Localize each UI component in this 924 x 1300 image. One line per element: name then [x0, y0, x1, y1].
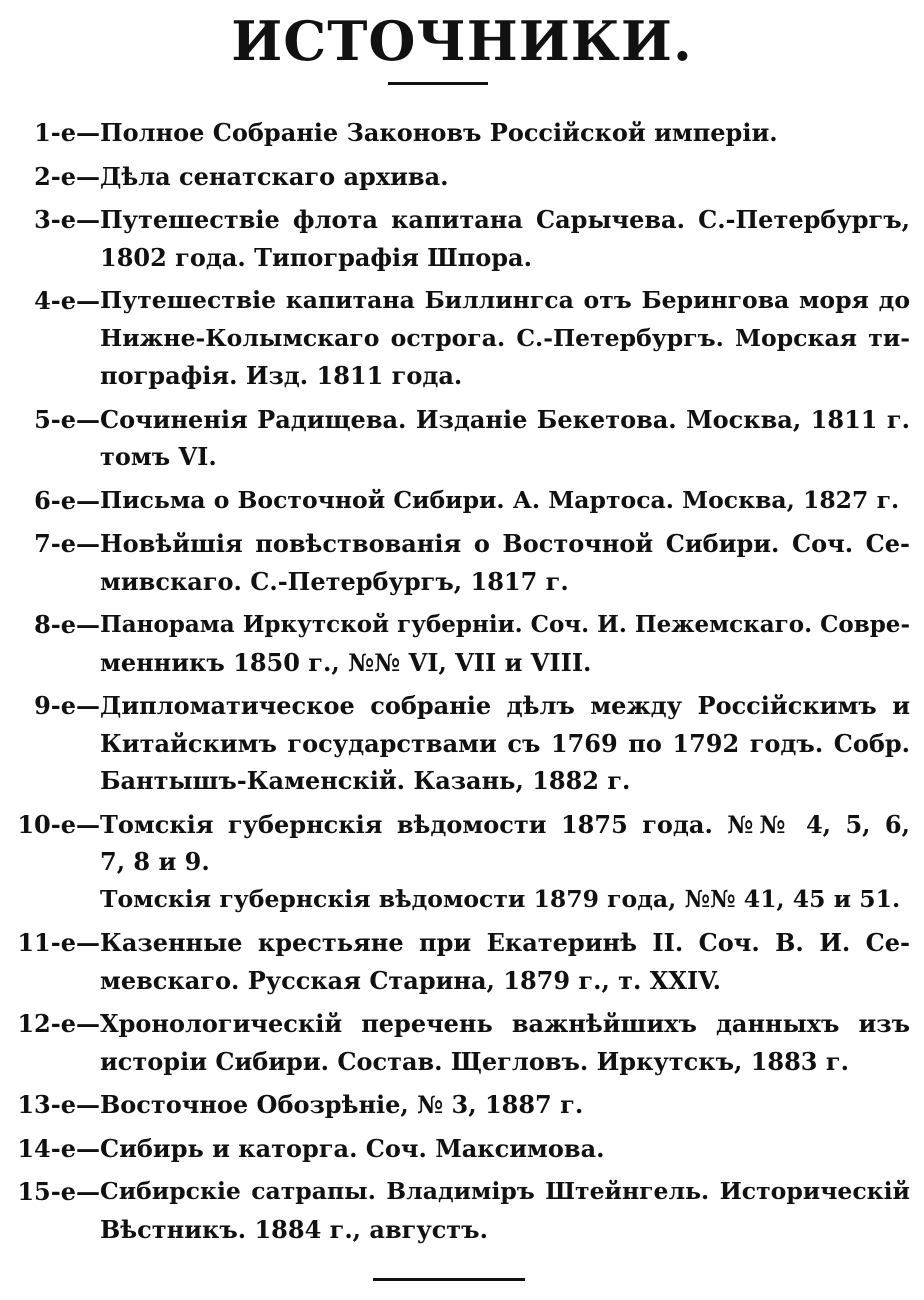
source-entry: [0, 482, 924, 520]
entry-number: 6-е—: [34, 485, 100, 515]
source-entry: [0, 1130, 924, 1168]
entry-line: Вѣстникъ. 1884 г., августъ.: [100, 1214, 488, 1244]
entry-line: Нижне-Колымскаго острога. С.-Петербургъ. Морская ти-: [100, 323, 910, 352]
entry-line: Панорама Иркутской губерніи. Соч. И. Пежемскаго. Совре-: [100, 611, 910, 638]
entry-line: мивскаго. С.-Петербургъ, 1817 г.: [100, 566, 569, 596]
entry-line: Восточное Обозрѣніе, № 3, 1887 г.: [100, 1090, 584, 1119]
source-entry: [0, 158, 924, 196]
source-entry: [0, 806, 924, 919]
source-entry: [0, 606, 924, 681]
entry-line: Хронологическій перечень важнѣйшихъ данныхъ изъ: [100, 1009, 910, 1038]
page-title: ИСТОЧНИКИ.: [231, 9, 693, 73]
entry-line: Дипломатическое собраніе дѣлъ между Россійскимъ и: [100, 691, 910, 720]
source-entry: [0, 525, 924, 600]
entry-line: Путешествіе капитана Биллингса отъ Берингова моря до: [100, 286, 910, 314]
entry-number: 5-е—: [34, 404, 100, 434]
entry-line: Китайскимъ государствами съ 1769 по 1792 годъ. Собр.: [100, 728, 910, 758]
source-entry: [0, 1173, 924, 1248]
entry-line: 7, 8 и 9.: [100, 847, 210, 876]
source-entry: [0, 1086, 924, 1124]
entry-line: Дѣла сенатскаго архива.: [100, 161, 449, 191]
entry-line: томъ VI.: [100, 442, 217, 471]
source-entry: [0, 201, 924, 276]
source-entry: [0, 282, 924, 395]
entry-number: 12-е—: [17, 1009, 100, 1038]
entry-number: 15-е—: [17, 1177, 100, 1206]
source-entry: [0, 687, 924, 800]
entry-line: Сочиненія Радищева. Изданіе Бекетова. Москва, 1811 г.: [100, 404, 910, 434]
entry-line: Казенные крестьяне при Екатеринѣ II. Соч. В. И. Се-: [100, 928, 910, 957]
entry-number: 4-е—: [34, 286, 100, 315]
source-entry: [0, 1005, 924, 1080]
title-divider: [388, 82, 488, 85]
entry-line: Томскія губернскія вѣдомости 1875 года. №№ 4, 5, 6,: [100, 809, 910, 839]
entry-number: 1-е—: [34, 118, 100, 147]
entry-line: Сибирскіе сатрапы. Владиміръ Штейнгель. Историческій: [100, 1177, 910, 1205]
entry-line: 1802 года. Типографія Шпора.: [100, 242, 532, 272]
entry-number: 10-е—: [17, 809, 100, 839]
entry-line: мевскаго. Русская Старина, 1879 г., т. XXIV.: [100, 965, 722, 995]
entry-number: 11-е—: [17, 928, 100, 957]
entry-line: Новѣйшія повѣствованія о Восточной Сибири. Соч. Се-: [100, 529, 910, 558]
entry-number: 9-е—: [34, 691, 100, 720]
entry-line: исторіи Сибири. Состав. Щегловъ. Иркутскъ, 1883 г.: [100, 1046, 849, 1076]
entry-number: 3-е—: [34, 205, 100, 234]
entry-number: 14-е—: [17, 1133, 100, 1163]
entry-line: Томскія губернскія вѣдомости 1879 года, №№ 41, 45 и 51.: [100, 884, 901, 913]
entry-line: Письма о Восточной Сибири. А. Мартоса. Москва, 1827 г.: [100, 485, 900, 514]
entry-line: Путешествіе флота капитана Сарычева. С.-Петербургъ,: [100, 205, 910, 234]
sources-list: [0, 114, 924, 1254]
entry-number: 7-е—: [34, 529, 100, 558]
source-entry: [0, 401, 924, 476]
entry-number: 8-е—: [34, 610, 100, 639]
entry-line: менникъ 1850 г., №№ VI, VII и VIII.: [100, 647, 592, 677]
end-divider: [373, 1278, 525, 1281]
entry-line: Полное Собраніе Законовъ Россійской имперіи.: [100, 118, 778, 147]
entry-line: Бантышъ-Каменскій. Казань, 1882 г.: [100, 766, 631, 795]
entry-line: Сибирь и каторга. Соч. Максимова.: [100, 1133, 605, 1163]
entry-number: 2-е—: [34, 161, 100, 191]
entry-line: пографія. Изд. 1811 года.: [100, 361, 463, 390]
source-entry: [0, 114, 924, 152]
source-entry: [0, 924, 924, 999]
entry-number: 13-е—: [17, 1090, 100, 1119]
